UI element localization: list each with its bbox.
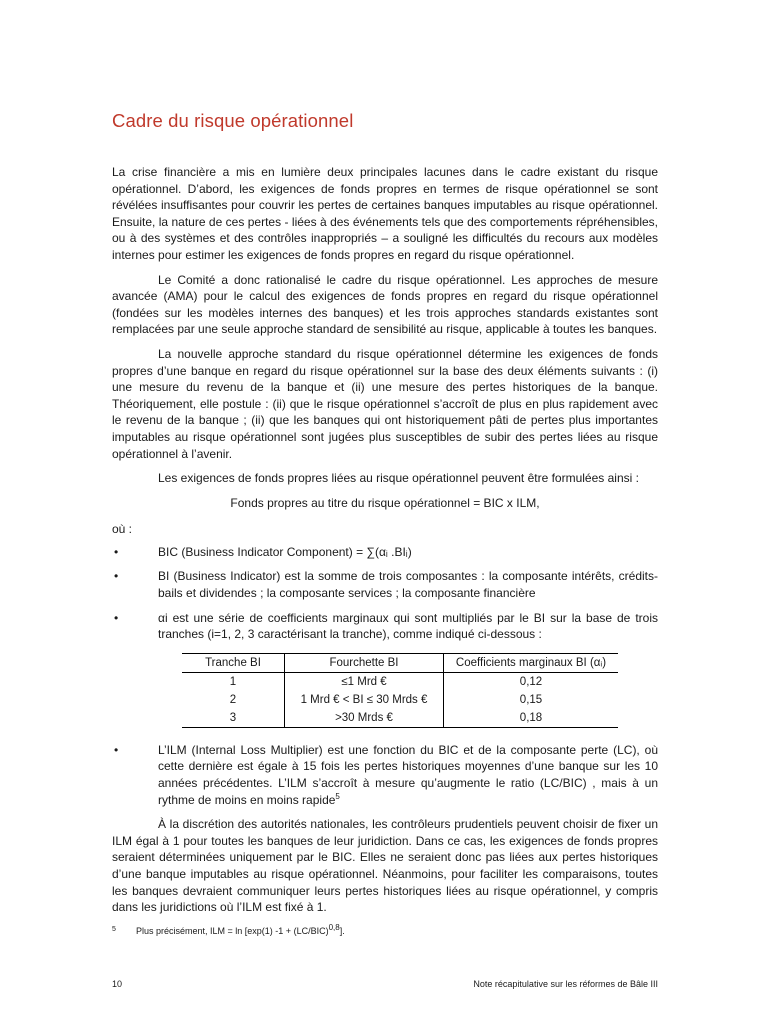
capital-formula: Fonds propres au titre du risque opérationnel = BIC x ILM, [230,495,540,510]
bullet-bi-text: BI (Business Indicator) est la somme de trois composantes : la composante intérêts, crédits-bails et dividendes ; la composante services ; la composante financière [158,569,658,601]
table-cell: 3 [182,709,285,728]
footnote-mark: 5 [112,926,116,933]
footnote [112,923,658,936]
footer-title: Note récapitulative sur les réformes de Bâle III [473,979,658,989]
table-cell: 0,15 [519,693,543,706]
bullet-dot: • [114,610,119,625]
table-cell: 2 [182,691,285,709]
bullet-bic [112,544,658,561]
table-header: Coefficients marginaux BI (αᵢ) [444,653,619,672]
where-label: où : [112,522,133,537]
page-footer [112,979,658,989]
table-header: Tranche BI [182,653,285,672]
section-title: Cadre du risque opérationnel [112,110,354,131]
table-cell: 0,12 [519,675,543,688]
bullet-alpha [112,610,658,643]
table-header-row [182,653,618,672]
table-header: Fourchette BI [285,653,444,672]
page-content [112,110,658,916]
footnote-exponent: 0,8 [328,923,340,932]
table-cell: 1 Mrd € < BI ≤ 30 Mrds € [285,691,444,709]
table-cell: 1 [182,672,285,691]
paragraph-3: La nouvelle approche standard du risque opérationnel détermine les exigences de fonds propres d’une banque en regard du risque opérationnel sur la base des deux éléments suivants : (i) une mesure du revenu de la banque et (ii) une mesure des pertes historiques de la banque. Théoriquement, elle postule : (ii) que le risque opérationnel s’accroît de plus en plus rapidement avec le revenu de la banque ; (ii) que les banques qui ont historiquement pâti de pertes plus importantes imputables au risque opérationnel sont jugées plus susceptibles de subir des pertes liées au risque opérationnel à l’avenir. [112,346,658,461]
table-row [182,709,618,728]
table-cell: ≤1 Mrd € [285,672,444,691]
bullet-bi [112,568,658,601]
footnote-text: Plus précisément, ILM = ln [exp(1) -1 + (LC/BIC) [136,926,329,936]
table-row [182,672,618,691]
footnote-end: ]. [339,926,345,936]
bullet-dot: • [114,742,119,757]
bullet-dot: • [114,569,119,584]
paragraph-2: Le Comité a donc rationalisé le cadre du risque opérationnel. Les approches de mesure avancée (AMA) pour le calcul des exigences de fonds propres en regard du risque opérationnel (fondées sur les modèles internes des banques) et les trois approches standards existantes sont remplacées par une seule approche standard de sensibilité au risque, applicable à toutes les banques. [112,272,658,337]
table-row [182,691,618,709]
bullet-ilm-text: L’ILM (Internal Loss Multiplier) est une fonction du BIC et de la composante perte (LC), où cette dernière est égale à 15 fois les pertes historiques moyennes d’une banque sur les 10 années précédentes. L’ILM s’accroît à mesure qu’augmente le ratio (LC/BIC) , mais à un rythme de moins en moins rapide [158,742,658,807]
bullet-alpha-text: αi est une série de coefficients marginaux qui sont multipliés par le BI sur la base de trois tranches (i=1, 2, 3 caractérisant la tranche), comme indiqué ci-dessous : [158,610,658,642]
table-cell: >30 Mrds € [285,709,444,728]
paragraph-5: À la discrétion des autorités nationales, les contrôleurs prudentiels peuvent choisir de fixer un ILM égal à 1 pour toutes les banques de leur juridiction. Dans ce cas, les exigences de fonds propres seraient déterminées uniquement par le BIC. Elles ne seraient donc pas liées aux pertes historiques d’une banque imputables au risque opérationnel. Néanmoins, pour faciliter les comparaisons, toutes les banques devraient communiquer leurs pertes historiques liées au risque opérationnel, y compris dans les juridictions où l’ILM est fixé à 1. [112,817,658,915]
paragraph-4: Les exigences de fonds propres liées au risque opérationnel peuvent être formulées ainsi : [158,471,639,486]
table-cell: 0,18 [444,709,619,728]
bullet-bic-text: BIC (Business Indicator Component) = ∑(αᵢ .BIᵢ) [158,544,412,559]
paragraph-1: La crise financière a mis en lumière deux principales lacunes dans le cadre existant du risque opérationnel. D’abord, les exigences de fonds propres en termes de risque opérationnel se sont révélées insuffisantes pour couvrir les pertes de certaines banques imputables au risque opérationnel. Ensuite, la nature de ces pertes - liées à des événements tels que des comportements répréhensibles, ou à des systèmes et des contrôles inappropriés – a souligné les difficultés du recours aux modèles internes pour estimer les exigences de fonds propres en regard du risque opérationnel. [112,165,658,262]
page-number: 10 [112,979,123,989]
bullet-dot: • [114,544,119,559]
footnote-reference[interactable]: 5 [335,791,340,801]
coefficients-table [182,653,618,728]
bullet-ilm [112,742,658,808]
